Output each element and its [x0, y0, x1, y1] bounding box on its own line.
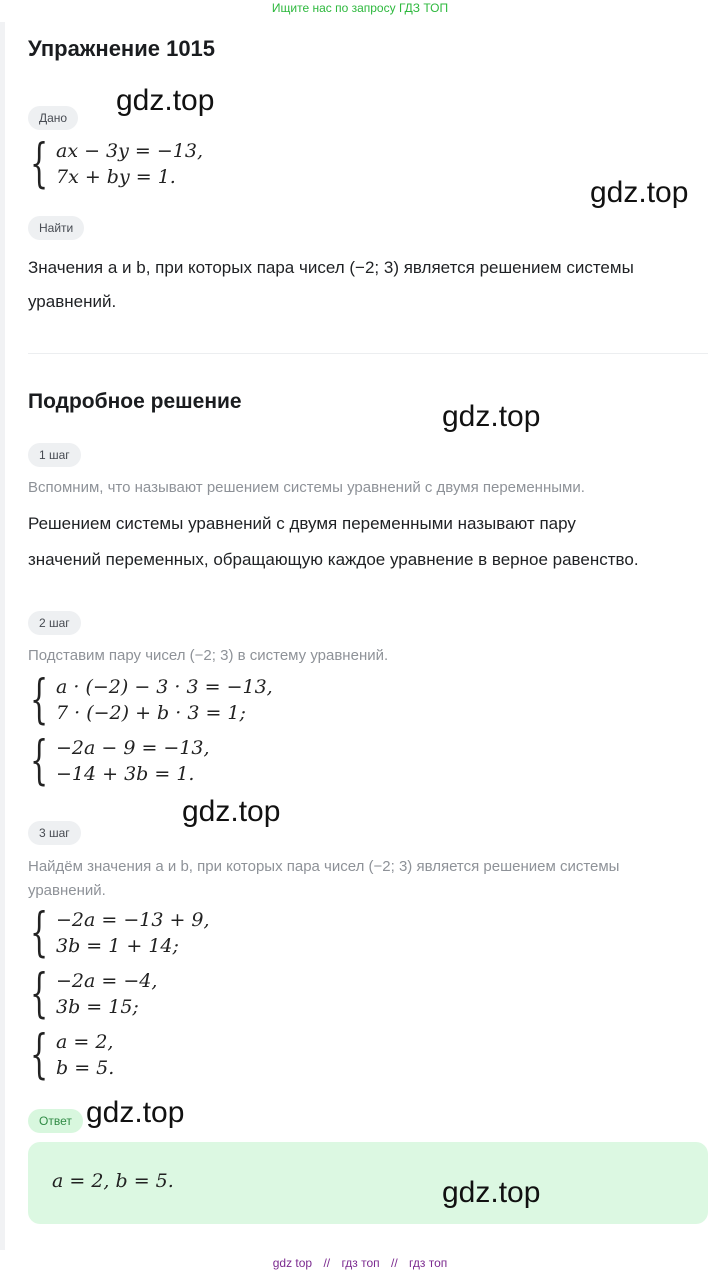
brace-icon: {: [30, 731, 49, 791]
step3-eq-b1: −2a = −4,: [56, 970, 158, 992]
top-banner[interactable]: Ищите нас по запросу ГДЗ ТОП: [271, 1, 449, 15]
find-text-1: Значения a и b, при которых пара чисел (−2; 3) является решением системы: [28, 258, 634, 277]
brace-icon: {: [30, 903, 49, 963]
step2-eq-b2: −14 + 3b = 1.: [56, 763, 195, 785]
answer-box: [28, 1142, 708, 1224]
watermark: gdz.top: [86, 1096, 185, 1129]
step2-eq-b1: −2a − 9 = −13,: [56, 737, 210, 759]
footer-link-3[interactable]: гдз топ: [409, 1256, 448, 1270]
exercise-title: Упражнение 1015: [28, 36, 216, 61]
step2-chip: 2 шаг: [28, 611, 81, 635]
given-chip: Дано: [28, 106, 78, 130]
given-eq-2: 7x + by = 1.: [56, 166, 176, 188]
step2-hint: Подставим пару чисел (−2; 3) в систему уравнений.: [28, 647, 389, 664]
brace-icon: {: [30, 670, 49, 730]
footer-link-2[interactable]: гдз топ: [341, 1256, 380, 1270]
step1-hint: Вспомним, что называют решением системы уравнений с двумя переменными.: [28, 479, 585, 496]
solution-title: Подробное решение: [28, 390, 242, 413]
watermark: gdz.top: [442, 1176, 541, 1209]
step3-eq-a1: −2a = −13 + 9,: [56, 909, 210, 931]
step3-hint-1: Найдём значения a и b, при которых пара чисел (−2; 3) является решением системы: [28, 858, 620, 875]
answer-chip: Ответ: [28, 1109, 83, 1133]
watermark: gdz.top: [116, 84, 215, 117]
step1-text-2: значений переменных, обращающую каждое уравнение в верное равенство.: [28, 550, 639, 569]
brace-icon: {: [30, 1025, 49, 1085]
step2-eq-a1: a · (−2) − 3 · 3 = −13,: [56, 676, 273, 698]
answer-text: a = 2, b = 5.: [52, 1170, 174, 1192]
step3-eq-c2: b = 5.: [56, 1057, 115, 1079]
step3-chip: 3 шаг: [28, 821, 81, 845]
step1-chip: 1 шаг: [28, 443, 81, 467]
given-eq-1: ax − 3y = −13,: [56, 140, 203, 162]
step3-eq-a2: 3b = 1 + 14;: [56, 935, 179, 957]
watermark: gdz.top: [182, 795, 281, 828]
footer-separator: //: [323, 1256, 331, 1270]
watermark: gdz.top: [590, 176, 689, 209]
footer-separator: //: [391, 1256, 398, 1270]
step3-hint-2: уравнений.: [28, 882, 106, 899]
find-text-2: уравнений.: [28, 292, 117, 311]
brace-icon: {: [30, 964, 49, 1024]
watermark: gdz.top: [442, 400, 541, 433]
brace-icon: {: [30, 134, 49, 194]
step2-eq-a2: 7 · (−2) + b · 3 = 1;: [56, 702, 246, 724]
footer-links: [0, 1256, 720, 1270]
step1-text-1: Решением системы уравнений с двумя переменными называют пару: [28, 514, 576, 533]
step3-eq-b2: 3b = 15;: [56, 996, 139, 1018]
step3-eq-c1: a = 2,: [56, 1031, 114, 1053]
footer-link-1[interactable]: gdz top: [272, 1256, 313, 1270]
find-chip: Найти: [28, 216, 84, 240]
section-divider: [28, 353, 708, 354]
